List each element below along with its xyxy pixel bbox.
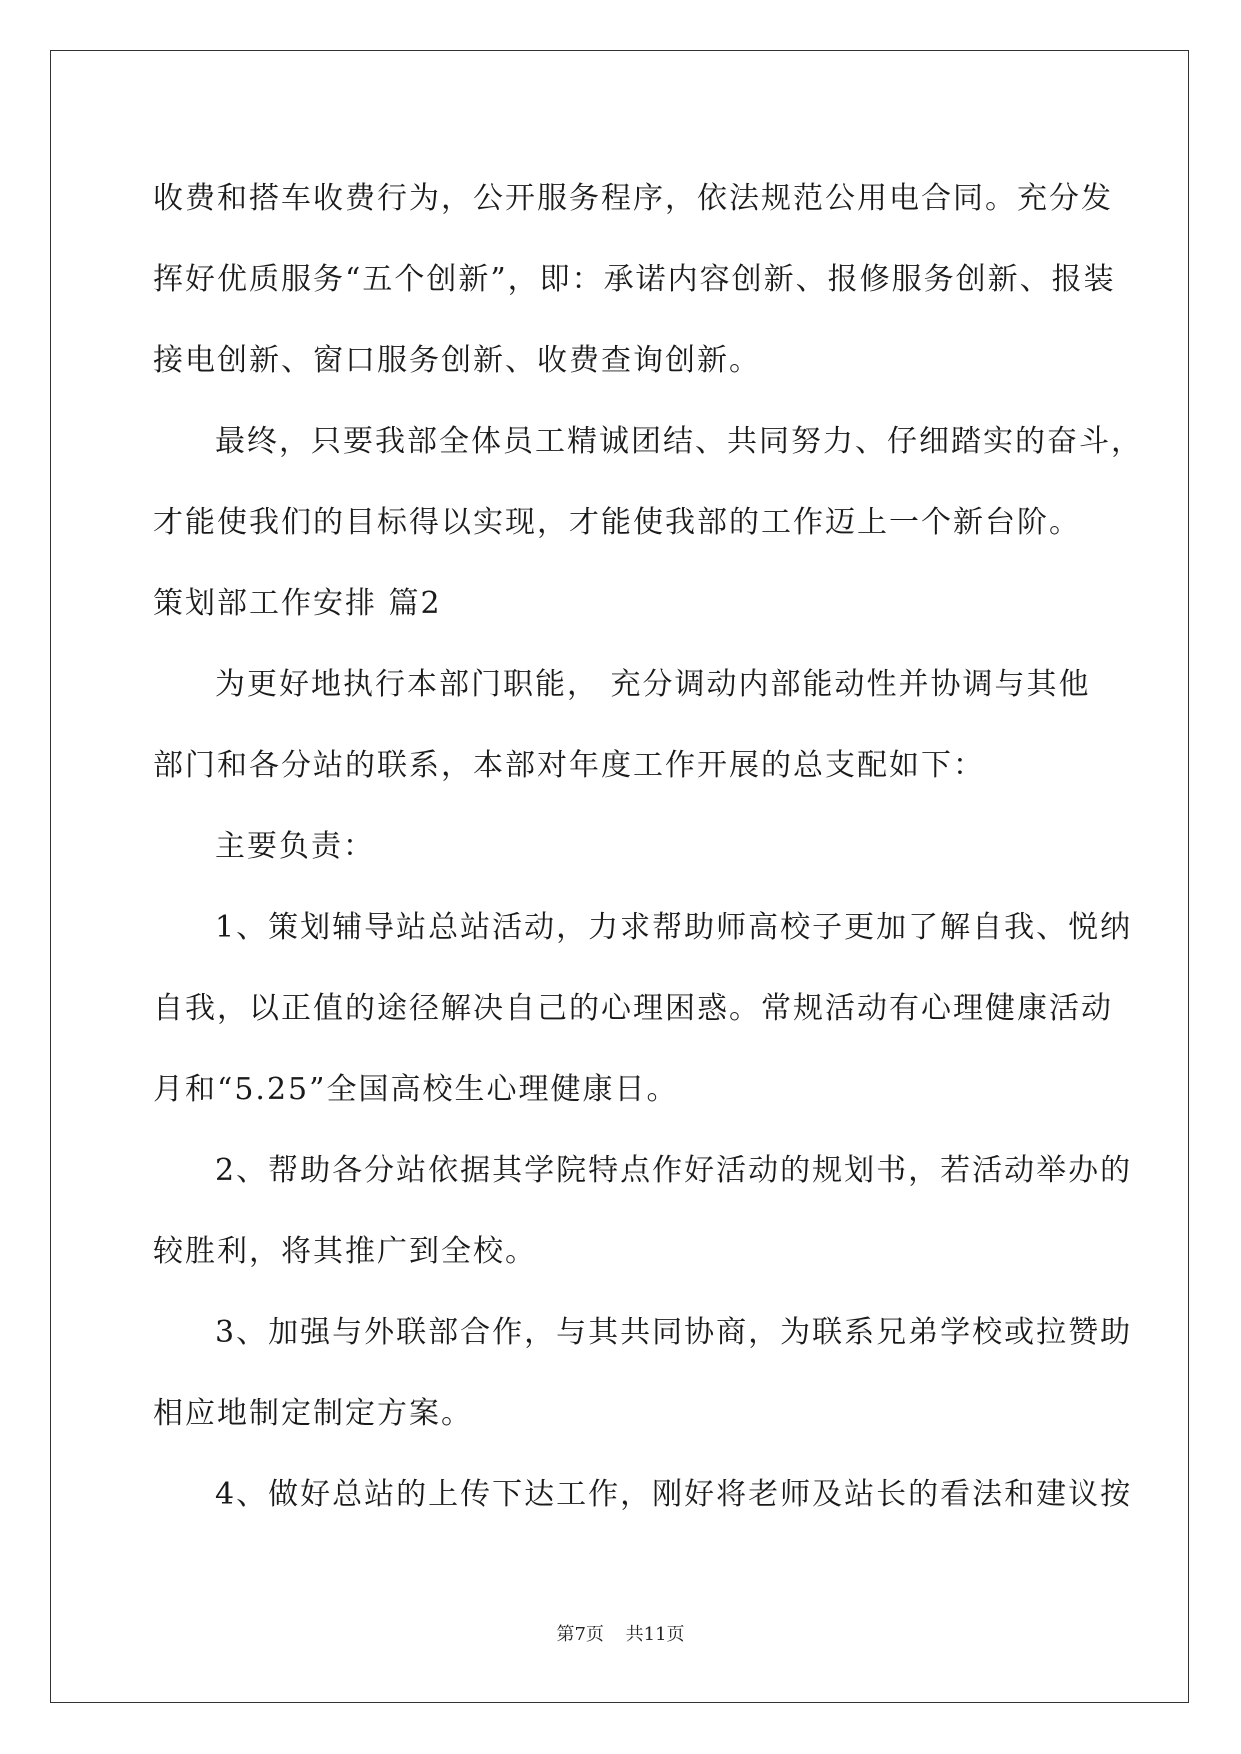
text-line-15: 3、加强与外联部合作，与其共同协商，为联系兄弟学校或拉赞助 [215,1315,1133,1350]
text-line-5: 才能使我们的目标得以实现，才能使我部的工作迈上一个新台阶。 [153,505,1081,540]
text-line-11: 自我，以正值的途径解决自己的心理困惑。常规活动有心理健康活动 [153,991,1113,1026]
text-line-13: 2、帮助各分站依据其学院特点作好活动的规划书，若活动举办的 [215,1153,1133,1188]
text-line-7: 为更好地执行本部门职能， 充分调动内部能动性并协调与其他 [215,667,1091,702]
page-footer [0,1620,1241,1646]
document-body [153,158,1143,1535]
text-line-16: 相应地制定制定方案。 [153,1396,473,1431]
text-line-8: 部门和各分站的联系，本部对年度工作开展的总支配如下： [153,748,985,783]
page-number: 第7页 [556,1624,604,1645]
text-line-12: 月和“5.25”全国高校生心理健康日。 [153,1072,679,1107]
text-line-1: 收费和搭车收费行为，公开服务程序，依法规范公用电合同。充分发 [153,181,1113,216]
text-line-3: 接电创新、窗口服务创新、收费查询创新。 [153,343,761,378]
text-line-4: 最终，只要我部全体员工精诚团结、共同努力、仔细踏实的奋斗， [215,424,1143,459]
text-line-14: 较胜利，将其推广到全校。 [153,1234,537,1269]
text-line-9: 主要负责： [215,829,375,864]
text-line-10: 1、策划辅导站总站活动，力求帮助师高校子更加了解自我、悦纳 [215,910,1133,945]
text-line-2: 挥好优质服务“五个创新”，即：承诺内容创新、报修服务创新、报装 [153,262,1116,297]
page-total: 共11页 [625,1624,685,1645]
text-line-17: 4、做好总站的上传下达工作，刚好将老师及站长的看法和建议按 [215,1477,1133,1512]
section-heading: 策划部工作安排 篇2 [153,586,442,621]
